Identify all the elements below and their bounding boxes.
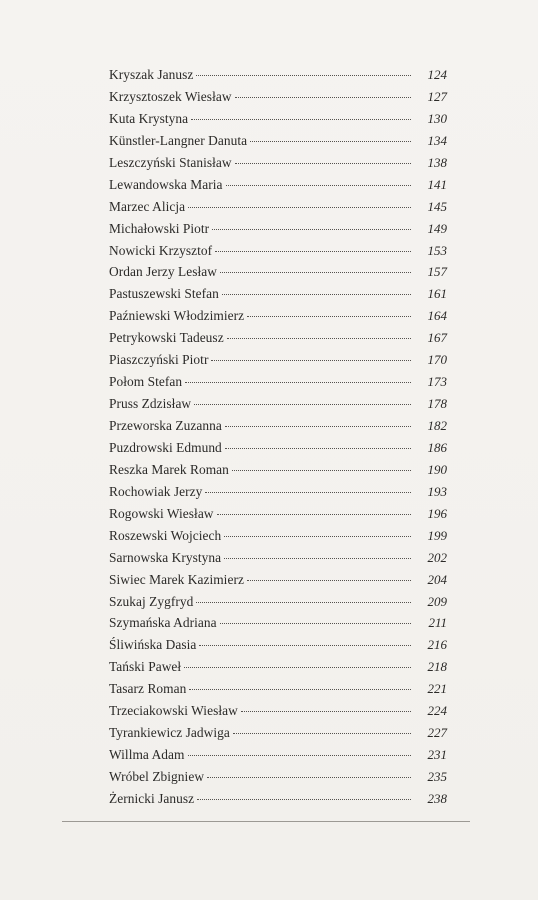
author-name: Tański Paweł — [109, 659, 182, 675]
toc-entry — [109, 634, 447, 656]
dot-leader — [217, 514, 411, 515]
dot-leader — [211, 360, 411, 361]
page-number: 216 — [427, 637, 447, 653]
author-name: Rogowski Wiesław — [109, 505, 214, 521]
author-name: Künstler-Langner Danuta — [109, 132, 248, 148]
toc-entry — [109, 283, 447, 305]
dot-leader — [247, 316, 411, 317]
page-number: 235 — [427, 769, 447, 784]
page-number: 145 — [427, 198, 447, 214]
author-name: Reszka Marek Roman — [109, 461, 229, 477]
toc-entry — [109, 656, 447, 678]
dot-leader — [197, 799, 411, 800]
toc-entry — [109, 678, 447, 700]
author-name: Pastuszewski Stefan — [109, 286, 219, 302]
toc-entry — [109, 152, 447, 174]
page-number: 138 — [427, 154, 447, 170]
page-number: 221 — [427, 681, 447, 697]
page-number: 199 — [427, 527, 447, 543]
dot-leader — [188, 207, 411, 208]
author-name: Wróbel Zbigniew — [109, 769, 205, 784]
dot-leader — [247, 580, 411, 581]
page-number: 157 — [427, 264, 447, 280]
dot-leader — [232, 470, 411, 471]
dot-leader — [233, 733, 411, 734]
page-number: 211 — [428, 615, 447, 631]
dot-leader — [191, 119, 411, 120]
author-name: Siwiec Marek Kazimierz — [109, 571, 244, 587]
author-name: Krzysztoszek Wiesław — [109, 88, 232, 104]
author-name: Petrykowski Tadeusz — [109, 330, 224, 346]
toc-entry — [109, 569, 447, 591]
page-number: 173 — [427, 374, 447, 390]
toc-entry — [109, 503, 447, 525]
dot-leader — [207, 777, 411, 778]
page-number: 170 — [427, 352, 447, 368]
author-name: Leszczyński Stanisław — [109, 154, 232, 170]
author-name: Nowicki Krzysztof — [109, 242, 213, 258]
toc-entry — [109, 437, 447, 459]
toc-entry — [109, 788, 447, 810]
dot-leader — [212, 229, 411, 230]
author-name: Połom Stefan — [109, 374, 183, 390]
toc-entry — [109, 240, 447, 262]
toc-entry — [109, 591, 447, 613]
toc-entry — [109, 86, 447, 108]
dot-leader — [220, 272, 411, 273]
page-number: 196 — [427, 505, 447, 521]
author-name: Ordan Jerzy Lesław — [109, 264, 217, 280]
page-number: 141 — [427, 176, 447, 192]
dot-leader — [199, 645, 411, 646]
page-number: 130 — [427, 110, 447, 126]
page-number: 231 — [427, 747, 447, 763]
dot-leader — [241, 711, 411, 712]
toc-entry — [109, 130, 447, 152]
toc-entry — [109, 612, 447, 634]
author-name: Trzeciakowski Wiesław — [109, 703, 238, 719]
author-name: Szukaj Zygfryd — [109, 593, 194, 609]
page-number: 149 — [427, 220, 447, 236]
dot-leader — [235, 163, 411, 164]
author-name: Marzec Alicja — [109, 198, 186, 214]
toc-entry — [109, 766, 447, 788]
toc-entry — [109, 722, 447, 744]
author-name: Paźniewski Włodzimierz — [109, 308, 245, 324]
author-name: Żernicki Janusz — [109, 790, 195, 806]
page-number: 227 — [427, 725, 447, 741]
toc-entry — [109, 305, 447, 327]
author-name: Roszewski Wojciech — [109, 527, 222, 543]
author-name: Przeworska Zuzanna — [109, 418, 222, 433]
page-number: 186 — [427, 439, 447, 455]
toc-entry — [109, 327, 447, 349]
page-number: 224 — [427, 703, 447, 719]
toc-entry — [109, 196, 447, 218]
author-name: Kryszak Janusz — [109, 67, 194, 82]
table-of-contents — [109, 64, 447, 810]
dot-leader — [194, 404, 411, 405]
toc-entry — [109, 744, 447, 766]
page-number: 178 — [427, 396, 447, 412]
dot-leader — [185, 382, 411, 383]
author-name: Szymańska Adriana — [109, 615, 217, 631]
toc-entry — [109, 218, 447, 240]
bottom-rule — [62, 821, 470, 822]
page-number: 193 — [427, 483, 447, 499]
dot-leader — [227, 338, 411, 339]
dot-leader — [235, 97, 411, 98]
toc-entry — [109, 415, 447, 437]
dot-leader — [196, 602, 411, 603]
dot-leader — [226, 185, 411, 186]
author-name: Sarnowska Krystyna — [109, 549, 222, 565]
page-number: 204 — [427, 571, 447, 587]
page-number: 134 — [427, 132, 447, 148]
dot-leader — [188, 755, 411, 756]
toc-entry — [109, 349, 447, 371]
toc-entry — [109, 525, 447, 547]
dot-leader — [215, 251, 411, 252]
toc-entry — [109, 64, 447, 86]
page-number: 182 — [427, 418, 447, 433]
author-name: Tasarz Roman — [109, 681, 187, 697]
page-number: 190 — [427, 461, 447, 477]
dot-leader — [224, 536, 411, 537]
author-name: Tyrankiewicz Jadwiga — [109, 725, 230, 741]
author-name: Willma Adam — [109, 747, 185, 763]
page-number: 218 — [427, 659, 447, 675]
dot-leader — [224, 558, 411, 559]
author-name: Kuta Krystyna — [109, 110, 189, 126]
dot-leader — [250, 141, 411, 142]
dot-leader — [196, 75, 411, 76]
page-number: 153 — [427, 242, 447, 258]
toc-entry — [109, 393, 447, 415]
author-name: Pruss Zdzisław — [109, 396, 192, 412]
toc-entry — [109, 371, 447, 393]
author-name: Michałowski Piotr — [109, 220, 210, 236]
page-number: 209 — [427, 593, 447, 609]
toc-entry — [109, 459, 447, 481]
author-name: Puzdrowski Edmund — [109, 439, 222, 455]
page-number: 238 — [427, 790, 447, 806]
page-number: 164 — [427, 308, 447, 324]
dot-leader — [222, 294, 411, 295]
dot-leader — [225, 426, 411, 427]
page-number: 202 — [427, 549, 447, 565]
author-name: Rochowiak Jerzy — [109, 483, 203, 499]
toc-entry — [109, 108, 447, 130]
dot-leader — [225, 448, 411, 449]
dot-leader — [189, 689, 411, 690]
dot-leader — [184, 667, 411, 668]
dot-leader — [205, 492, 411, 493]
toc-entry — [109, 174, 447, 196]
toc-entry — [109, 700, 447, 722]
page-number: 161 — [427, 286, 447, 302]
author-name: Lewandowska Maria — [109, 176, 223, 192]
toc-entry — [109, 547, 447, 569]
author-name: Piaszczyński Piotr — [109, 352, 209, 368]
page-number: 127 — [427, 88, 447, 104]
page-number: 124 — [427, 67, 447, 82]
toc-entry — [109, 481, 447, 503]
dot-leader — [220, 623, 411, 624]
author-name: Śliwińska Dasia — [109, 637, 197, 653]
page-number: 167 — [427, 330, 447, 346]
toc-entry — [109, 261, 447, 283]
